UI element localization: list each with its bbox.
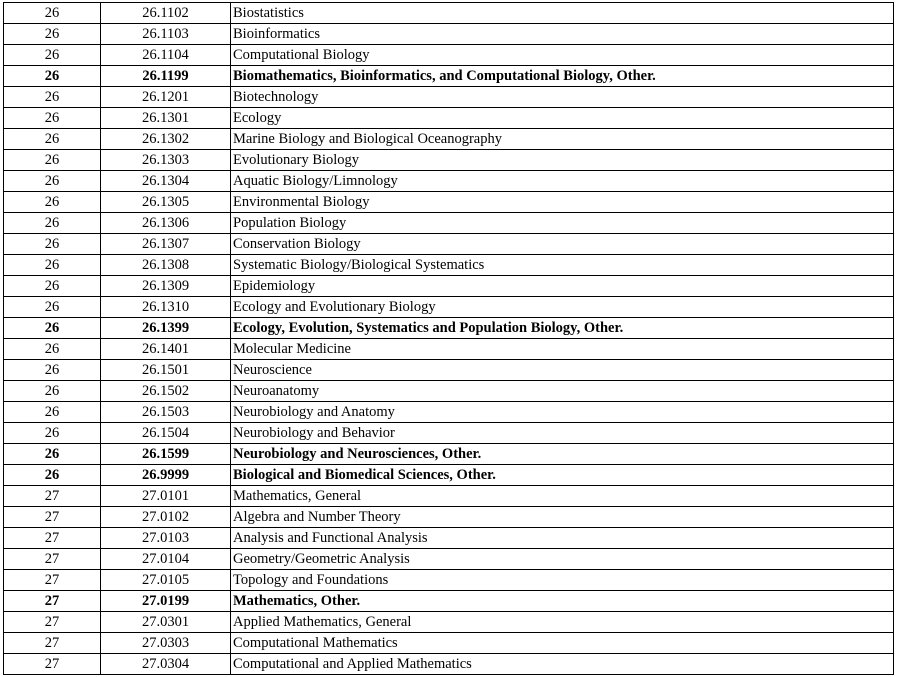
title-cell: Ecology, Evolution, Systematics and Population Biology, Other. (231, 318, 894, 339)
code-cell: 26.1199 (101, 66, 231, 87)
title-cell: Ecology (231, 108, 894, 129)
code-cell: 27.0103 (101, 528, 231, 549)
code-cell: 26.1103 (101, 24, 231, 45)
code-cell: 26.1104 (101, 45, 231, 66)
code-cell: 26.1304 (101, 171, 231, 192)
title-cell: Computational Mathematics (231, 633, 894, 654)
title-cell: Neurobiology and Behavior (231, 423, 894, 444)
code-cell: 26.1504 (101, 423, 231, 444)
table-row (4, 465, 894, 486)
family-cell: 26 (4, 444, 101, 465)
family-cell: 27 (4, 486, 101, 507)
family-cell: 26 (4, 423, 101, 444)
title-cell: Neuroscience (231, 360, 894, 381)
code-cell: 26.1308 (101, 255, 231, 276)
table-row (4, 255, 894, 276)
code-cell: 26.9999 (101, 465, 231, 486)
title-cell: Ecology and Evolutionary Biology (231, 297, 894, 318)
code-cell: 26.1102 (101, 3, 231, 24)
table-row (4, 507, 894, 528)
title-cell: Computational and Applied Mathematics (231, 654, 894, 675)
code-cell: 27.0199 (101, 591, 231, 612)
title-cell: Evolutionary Biology (231, 150, 894, 171)
title-cell: Bioinformatics (231, 24, 894, 45)
title-cell: Biological and Biomedical Sciences, Other. (231, 465, 894, 486)
code-cell: 26.1301 (101, 108, 231, 129)
family-cell: 26 (4, 234, 101, 255)
table-row (4, 66, 894, 87)
family-cell: 26 (4, 360, 101, 381)
code-cell: 26.1503 (101, 402, 231, 423)
code-cell: 26.1305 (101, 192, 231, 213)
title-cell: Applied Mathematics, General (231, 612, 894, 633)
family-cell: 26 (4, 255, 101, 276)
title-cell: Conservation Biology (231, 234, 894, 255)
code-cell: 26.1401 (101, 339, 231, 360)
code-cell: 26.1201 (101, 87, 231, 108)
title-cell: Population Biology (231, 213, 894, 234)
family-cell: 26 (4, 339, 101, 360)
table-row (4, 171, 894, 192)
table-row (4, 549, 894, 570)
table-row (4, 423, 894, 444)
family-cell: 26 (4, 66, 101, 87)
family-cell: 26 (4, 318, 101, 339)
table-row (4, 381, 894, 402)
title-cell: Marine Biology and Biological Oceanography (231, 129, 894, 150)
code-cell: 26.1309 (101, 276, 231, 297)
title-cell: Neurobiology and Anatomy (231, 402, 894, 423)
title-cell: Mathematics, General (231, 486, 894, 507)
family-cell: 26 (4, 24, 101, 45)
table-row (4, 654, 894, 675)
family-cell: 26 (4, 465, 101, 486)
family-cell: 27 (4, 591, 101, 612)
cip-table-body (4, 3, 894, 675)
family-cell: 26 (4, 297, 101, 318)
table-row (4, 591, 894, 612)
code-cell: 26.1399 (101, 318, 231, 339)
code-cell: 27.0303 (101, 633, 231, 654)
family-cell: 26 (4, 402, 101, 423)
table-row (4, 297, 894, 318)
family-cell: 26 (4, 45, 101, 66)
family-cell: 26 (4, 381, 101, 402)
table-row (4, 150, 894, 171)
title-cell: Molecular Medicine (231, 339, 894, 360)
table-row (4, 633, 894, 654)
cip-code-table (3, 2, 894, 675)
family-cell: 27 (4, 570, 101, 591)
family-cell: 26 (4, 276, 101, 297)
code-cell: 27.0304 (101, 654, 231, 675)
title-cell: Mathematics, Other. (231, 591, 894, 612)
family-cell: 27 (4, 633, 101, 654)
table-row (4, 612, 894, 633)
title-cell: Neurobiology and Neurosciences, Other. (231, 444, 894, 465)
table-row (4, 3, 894, 24)
code-cell: 26.1306 (101, 213, 231, 234)
title-cell: Biomathematics, Bioinformatics, and Computational Biology, Other. (231, 66, 894, 87)
table-row (4, 360, 894, 381)
family-cell: 27 (4, 549, 101, 570)
table-row (4, 276, 894, 297)
title-cell: Biostatistics (231, 3, 894, 24)
title-cell: Epidemiology (231, 276, 894, 297)
family-cell: 27 (4, 507, 101, 528)
code-cell: 26.1307 (101, 234, 231, 255)
table-row (4, 444, 894, 465)
title-cell: Topology and Foundations (231, 570, 894, 591)
title-cell: Geometry/Geometric Analysis (231, 549, 894, 570)
title-cell: Computational Biology (231, 45, 894, 66)
table-row (4, 570, 894, 591)
family-cell: 26 (4, 129, 101, 150)
code-cell: 26.1502 (101, 381, 231, 402)
table-row (4, 87, 894, 108)
family-cell: 26 (4, 150, 101, 171)
title-cell: Analysis and Functional Analysis (231, 528, 894, 549)
table-row (4, 108, 894, 129)
table-row (4, 318, 894, 339)
table-row (4, 24, 894, 45)
table-row (4, 528, 894, 549)
code-cell: 26.1599 (101, 444, 231, 465)
title-cell: Algebra and Number Theory (231, 507, 894, 528)
table-row (4, 129, 894, 150)
table-row (4, 339, 894, 360)
table-row (4, 234, 894, 255)
table-row (4, 213, 894, 234)
table-row (4, 45, 894, 66)
code-cell: 26.1303 (101, 150, 231, 171)
code-cell: 27.0101 (101, 486, 231, 507)
family-cell: 26 (4, 171, 101, 192)
title-cell: Aquatic Biology/Limnology (231, 171, 894, 192)
code-cell: 27.0102 (101, 507, 231, 528)
table-row (4, 402, 894, 423)
title-cell: Neuroanatomy (231, 381, 894, 402)
family-cell: 26 (4, 87, 101, 108)
family-cell: 26 (4, 3, 101, 24)
family-cell: 27 (4, 654, 101, 675)
code-cell: 26.1310 (101, 297, 231, 318)
code-cell: 26.1302 (101, 129, 231, 150)
family-cell: 26 (4, 192, 101, 213)
title-cell: Systematic Biology/Biological Systematics (231, 255, 894, 276)
family-cell: 27 (4, 528, 101, 549)
family-cell: 27 (4, 612, 101, 633)
code-cell: 27.0301 (101, 612, 231, 633)
table-row (4, 486, 894, 507)
code-cell: 26.1501 (101, 360, 231, 381)
family-cell: 26 (4, 108, 101, 129)
family-cell: 26 (4, 213, 101, 234)
table-row (4, 192, 894, 213)
title-cell: Environmental Biology (231, 192, 894, 213)
code-cell: 27.0104 (101, 549, 231, 570)
title-cell: Biotechnology (231, 87, 894, 108)
code-cell: 27.0105 (101, 570, 231, 591)
